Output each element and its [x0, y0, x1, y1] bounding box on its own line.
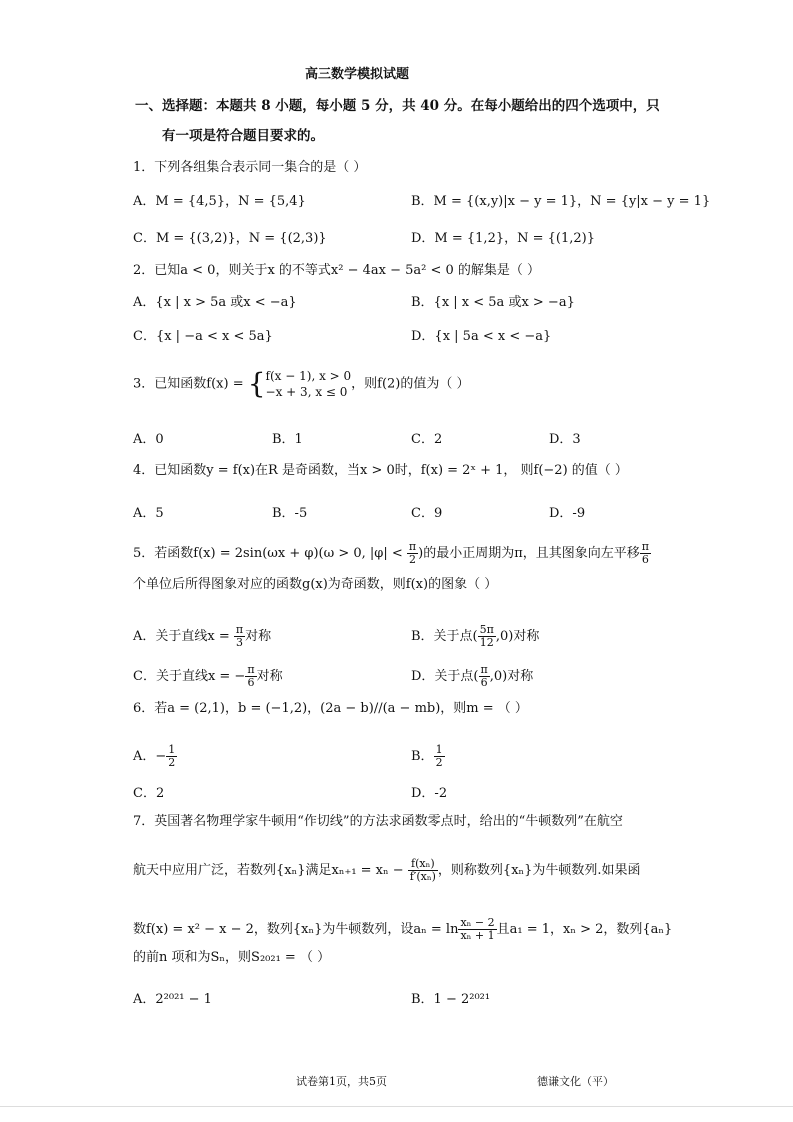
option-b-suffix: ,0)对称: [495, 629, 540, 645]
question-3-option-c: C．2: [411, 432, 443, 447]
section-heading-line1: 一、选择题：本题共 8 小题，每小题 5 分，共 40 分。在每小题给出的四个选项中，只: [135, 98, 660, 114]
question-7-line-2: [133, 858, 641, 883]
fraction-log-argument: [458, 917, 496, 942]
question-4-option-d: D．-9: [549, 506, 586, 521]
question-3-option-a: A．0: [133, 432, 164, 447]
option-b-text: B．关于点(: [411, 629, 478, 645]
fraction-newton-step: [408, 858, 438, 883]
denominator: 3: [236, 636, 243, 650]
piecewise-case-1: f(x − 1), x > 0: [265, 369, 352, 383]
fraction-pi-over-6: [640, 541, 651, 566]
question-6-option-a: [133, 744, 177, 769]
question-2-option-d: D．{x | 5a < x < −a}: [411, 329, 552, 344]
denominator: 6: [480, 676, 488, 690]
question-5-text-a: 5．若函数f(x) = 2sin(ωx + φ)(ω > 0, |φ| <: [133, 546, 407, 562]
denominator: 2: [168, 756, 176, 770]
piecewise-cases: [266, 368, 352, 400]
option-b-text: B．: [411, 749, 434, 765]
question-2-option-a: A．{x | x > 5a 或x < −a}: [133, 295, 297, 310]
piecewise-case-2: −x + 3, x ≤ 0: [265, 385, 348, 400]
option-a-suffix: 对称: [245, 629, 272, 645]
question-2-stem: 2．已知a < 0，则关于x 的不等式x² − 4ax − 5a² < 0 的解集是（ ）: [133, 263, 541, 278]
fraction-pi-over-6: [479, 664, 490, 689]
question-4-option-b: B．-5: [272, 506, 308, 521]
question-6-option-c: C．2: [133, 786, 165, 801]
section-heading-line2: 有一项是符合题目要求的。: [162, 128, 324, 144]
denominator: xₙ + 1: [460, 929, 495, 943]
question-3-option-b: B．1: [272, 432, 303, 447]
fraction-pi-over-2: [407, 541, 418, 566]
question-3-suffix: ，则f(2)的值为（ ）: [351, 376, 470, 392]
question-6-option-d: D．-2: [411, 786, 448, 801]
question-2-option-c: C．{x | −a < x < 5a}: [133, 329, 273, 344]
footer-page-number: 试卷第1页，共5页: [296, 1075, 387, 1088]
question-7-option-b: B．1 − 2²⁰²¹: [411, 992, 491, 1007]
question-6-option-b: [411, 744, 445, 769]
denominator: 6: [247, 676, 255, 690]
question-3-option-d: D．3: [549, 432, 581, 447]
numerator: f(xₙ): [408, 858, 438, 871]
numerator: 5π: [479, 623, 494, 636]
question-7-line-3-text-a: 数f(x) = x² − x − 2，数列{xₙ}为牛顿数列，设aₙ = ln: [133, 922, 459, 938]
page-title: 高三数学模拟试题: [305, 67, 410, 82]
option-d-text: D．关于点(: [411, 669, 479, 685]
numerator: π: [480, 663, 488, 676]
question-5-option-c: [133, 664, 283, 689]
question-5-line-1: [133, 541, 651, 566]
question-4-option-c: C．9: [411, 506, 443, 521]
page-bottom-divider: [0, 1106, 793, 1107]
denominator: 12: [479, 636, 494, 650]
question-1-option-b: B．M = {(x,y)|x − y = 1}，N = {y|x − y = 1}: [411, 194, 711, 209]
question-1-option-a: A．M = {4,5}，N = {5,4}: [133, 194, 306, 209]
question-2-option-b: B．{x | x < 5a 或x > −a}: [411, 295, 575, 310]
question-1-stem: 1．下列各组集合表示同一集合的是（ ）: [133, 160, 367, 175]
option-a-text: A．−: [133, 749, 167, 765]
question-7-line-2-text-b: ，则称数列{xₙ}为牛顿数列.如果函: [437, 863, 641, 879]
option-d-suffix: ,0)对称: [489, 669, 534, 685]
fraction-5pi-over-12: [478, 624, 496, 649]
fraction-pi-over-3: [234, 624, 245, 649]
question-7-line-2-text-a: 航天中应用广泛，若数列{xₙ}满足xₙ₊₁ = xₙ −: [133, 863, 408, 879]
fraction-one-half: [166, 744, 177, 769]
question-7-line-3-text-b: 且a₁ = 1，xₙ > 2，数列{aₙ}: [496, 922, 673, 938]
question-7-option-a: A．2²⁰²¹ − 1: [133, 992, 212, 1007]
fraction-pi-over-6: [245, 664, 256, 689]
question-5-line-2: 个单位后所得图象对应的函数g(x)为奇函数，则f(x)的图象（ ）: [133, 577, 498, 592]
question-3-prefix: 3．已知函数f(x) =: [133, 376, 248, 392]
question-5-option-d: [411, 664, 533, 689]
question-5-option-a: [133, 624, 271, 649]
option-a-text: A．关于直线x =: [133, 629, 234, 645]
denominator: 2: [409, 553, 417, 567]
question-5-option-b: [411, 624, 539, 649]
question-1-option-d: D．M = {1,2}，N = {(1,2)}: [411, 231, 595, 246]
question-4-stem: 4．已知函数y = f(x)在R 是奇函数，当x > 0时，f(x) = 2ˣ + 1， 则f(−2) 的值（ ）: [133, 463, 628, 478]
option-c-text: C．关于直线x = −: [133, 669, 246, 685]
denominator: 2: [435, 756, 443, 770]
numerator: π: [247, 663, 255, 676]
denominator: 6: [641, 553, 649, 567]
question-6-stem: 6．若a = (2,1)，b = (−1,2)，(2a − b)//(a − mb)，则m = （ ）: [133, 701, 528, 716]
question-4-option-a: A．5: [133, 506, 164, 521]
footer-brand: 德谦文化（平）: [537, 1075, 614, 1088]
question-7-line-4: 的前n 项和为Sₙ，则S₂₀₂₁ = （ ）: [133, 950, 331, 965]
left-brace: {: [247, 367, 266, 401]
option-c-suffix: 对称: [256, 669, 283, 685]
question-3-stem: [133, 368, 470, 400]
numerator: 1: [435, 743, 443, 756]
question-1-option-c: C．M = {(3,2)}，N = {(2,3)}: [133, 231, 327, 246]
numerator: π: [408, 540, 417, 553]
numerator: 1: [168, 743, 176, 756]
numerator: π: [641, 540, 650, 553]
question-7-line-3: [133, 917, 672, 942]
denominator: f′(xₙ): [409, 870, 436, 884]
numerator: π: [235, 623, 244, 636]
fraction-one-half: [434, 744, 445, 769]
question-5-text-b: )的最小正周期为π，且其图象向左平移: [418, 546, 640, 562]
question-7-line-1: 7．英国著名物理学家牛顿用“作切线”的方法求函数零点时，给出的“牛顿数列”在航空: [133, 814, 623, 829]
numerator: xₙ − 2: [460, 916, 495, 929]
